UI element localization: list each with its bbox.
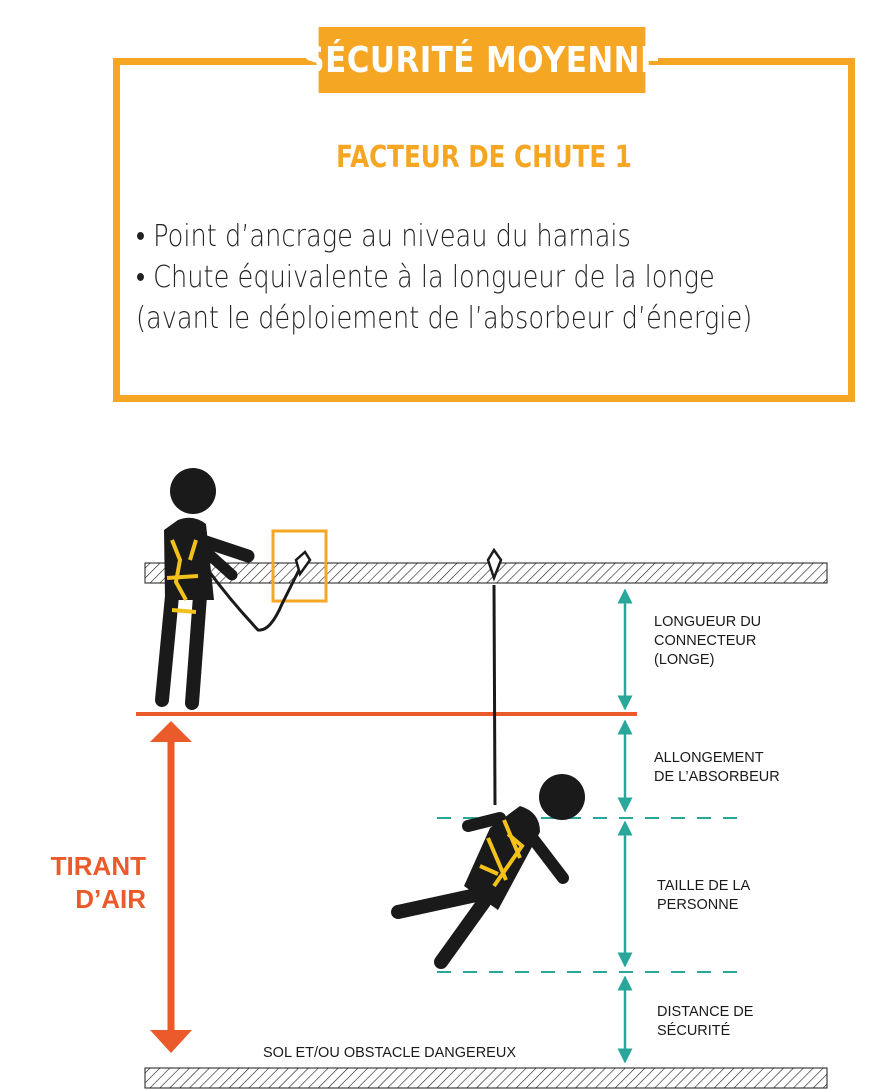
bullet-item: • Chute équivalente à la longueur de la longe xyxy=(136,260,715,295)
bullet-item: • Point d’ancrage au niveau du harnais xyxy=(136,219,631,254)
ground-hatch xyxy=(145,1068,827,1088)
safety-distance-label xyxy=(657,1003,753,1041)
clearance-label xyxy=(26,850,146,916)
label-line: SÉCURITÉ xyxy=(657,1023,731,1039)
label-line: D’AIR xyxy=(75,884,146,914)
fall-factor-subtitle: FACTEUR DE CHUTE 1 xyxy=(336,140,632,175)
label-line: (LONGE) xyxy=(654,652,715,668)
bullet-item: (avant le déploiement de l’absorbeur d’énergie) xyxy=(136,301,753,336)
absorber-elongation-label xyxy=(654,749,780,787)
hanging-lanyard xyxy=(488,550,501,805)
fallen-person-figure xyxy=(398,774,585,962)
anchor-beam xyxy=(145,563,827,583)
label-line: PERSONNE xyxy=(657,897,739,913)
label-line: DISTANCE DE xyxy=(657,1004,754,1020)
label-line: CONNECTEUR xyxy=(654,633,757,649)
label-line: TIRANT xyxy=(50,851,146,881)
page-title: SÉCURITÉ MOYENNE xyxy=(319,27,646,93)
ground-label: SOL ET/OU OBSTACLE DANGEREUX xyxy=(263,1045,516,1061)
label-line: DE L’ABSORBEUR xyxy=(654,769,780,785)
standing-person-figure xyxy=(162,468,310,703)
label-line: LONGUEUR DU xyxy=(654,614,762,630)
connector-length-label xyxy=(654,613,761,670)
person-height-label xyxy=(657,877,750,915)
clearance-arrow xyxy=(150,721,192,1053)
label-line: ALLONGEMENT xyxy=(654,750,764,766)
label-line: TAILLE DE LA xyxy=(657,878,751,894)
